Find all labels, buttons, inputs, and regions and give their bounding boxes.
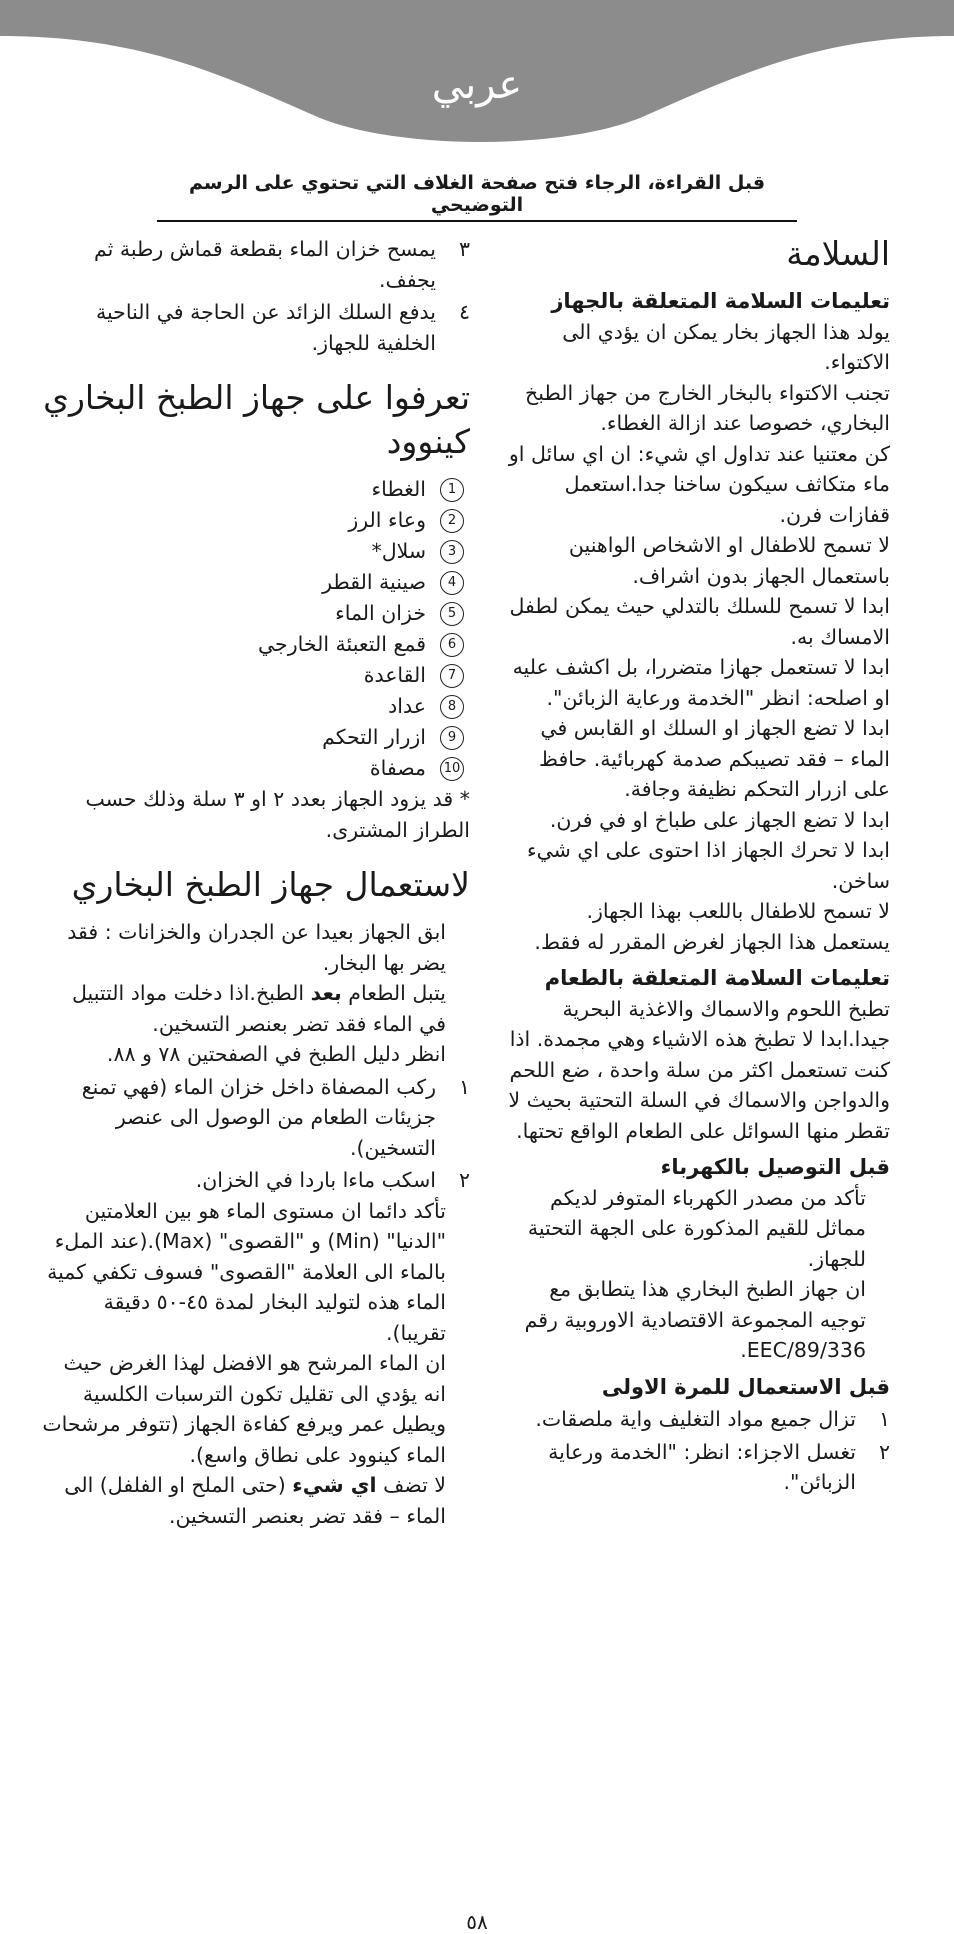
part-item [40,660,470,691]
part-number: 8 [440,695,464,719]
electrical-heading: قبل التوصيل بالكهرباء [660,1155,890,1179]
part-item [40,567,470,598]
list-item [500,1404,890,1435]
safety-paragraph: ابدا لا تستعمل جهازا متضررا، بل اكشف عليه او اصلحه: انظر "الخدمة ورعاية الزبائن". [512,655,890,710]
part-item [40,753,470,784]
emphasis-text: اي شيء [292,1473,377,1497]
part-label: وعاء الرز [348,508,426,532]
safety-paragraph: لا تسمح للاطفال او الاشخاص الواهنين باستعمال الجهاز بدون اشراف. [568,533,890,588]
part-number: 4 [440,571,464,595]
part-number: 1 [440,478,464,502]
safety-paragraph: ابدا لا تحرك الجهاز اذا احتوى على اي شيء ساخن. [526,838,890,893]
part-number: 9 [440,726,464,750]
usage-paragraph [40,1470,470,1531]
safety-title: السلامة [786,234,890,273]
text-run: (حتى الملح او الفلفل) الى الماء – فقد تضر بعنصر التسخين. [64,1473,446,1528]
list-number: ١ [458,1074,470,1099]
list-text: يمسح خزان الماء بقطعة قماش رطبة ثم يجفف. [93,237,436,292]
food-safety-heading: تعليمات السلامة المتعلقة بالطعام [544,966,890,990]
list-item [40,234,470,295]
part-number: 2 [440,509,464,533]
part-label: عداد [388,694,426,718]
device-safety-heading: تعليمات السلامة المتعلقة بالجهاز [551,289,890,313]
usage-paragraph: انظر دليل الطبخ في الصفحتين ٧٨ و ٨٨. [106,1042,446,1066]
safety-paragraph: لا تسمح للاطفال باللعب بهذا الجهاز. [586,899,890,923]
part-label: صينية القطر [322,570,426,594]
safety-paragraph: ابدا لا تضع الجهاز على طباخ او في فرن. [549,807,890,832]
list-item [40,1072,470,1164]
safety-paragraph: ابدا لا تضع الجهاز او السلك او القابس في الماء – فقد تصيبكم صدمة كهربائية. حافظ على ازرار التحكم نظيفة وجافة. [539,716,890,801]
header-band [0,0,954,160]
safety-paragraph: يولد هذا الجهاز بخار يمكن ان يؤدي الى الاكتواء. [562,319,890,374]
food-safety-paragraph: تطبخ اللحوم والاسماك والاغذية البحرية جيدا.ابدا لا تطبخ هذه الاشياء وهي مجمدة. اذا كنت تستعمل اكثر من سلة واحدة ، ضع اللحم والدواجن والاسماك في السلة التحتية بحيث لا تقطر منها السوائل على الطعام الواقع تحتها. [508,996,890,1143]
first-use-heading: قبل الاستعمال للمرة الاولى [601,1374,890,1399]
electrical-paragraph: ان جهاز الطبخ البخاري هذا يتطابق مع توجيه المجموعة الاقتصادية الاوروبية رقم 89/336/EEC. [524,1277,866,1362]
list-text: ركب المصفاة داخل خزان الماء (فهي تمنع جزيئات الطعام من الوصول الى عنصر التسخين). [81,1074,436,1160]
list-number: ٢ [458,1168,470,1192]
part-number: 7 [440,664,464,688]
part-label: القاعدة [363,663,426,687]
emphasis-text: بعد [310,981,342,1005]
part-item [40,691,470,722]
list-number: ٤ [458,300,470,324]
list-item [40,1165,470,1196]
list-number: ٢ [878,1439,890,1464]
part-label: الغطاء [371,477,426,501]
text-run: يتبل الطعام [341,981,446,1005]
left-column [40,232,470,1531]
usage-title: لاستعمال جهاز الطبخ البخاري [71,865,470,904]
part-item [40,505,470,536]
part-number: 3 [440,540,464,564]
language-label: عربي [431,62,523,108]
list-text: تغسل الاجزاء: انظر: "الخدمة ورعاية الزبائن". [548,1439,856,1494]
part-item [40,629,470,660]
list-number: ١ [878,1407,890,1431]
safety-paragraph: كن معتنيا عند تداول اي شيء: ان اي سائل او ماء متكاثف سيكون ساخنا جدا.استعمل قفازات فرن. [508,441,890,527]
part-item [40,536,470,567]
electrical-paragraph: تأكد من مصدر الكهرباء المتوفر لديكم مماثل للقيم المذكورة على الجهة التحتية للجهاز. [527,1185,866,1271]
parts-footnote: * قد يزود الجهاز بعدد ٢ او ٣ سلة وذلك حسب الطراز المشترى. [85,787,470,842]
usage-paragraph: تأكد دائما ان مستوى الماء هو بين العلامتين "الدنيا" (Min) و "القصوى" (Max).(عند الملء بالماء الى العلامة "القصوى" فسوف تكفي كمية الماء هذه لتوليد البخار لمدة ٤٥-٥٠ دقيقة تقريبا). [47,1198,446,1345]
list-text: تزال جميع مواد التغليف واية ملصقات. [535,1407,856,1431]
part-label: سلال* [371,539,426,563]
part-label: مصفاة [369,756,426,780]
usage-paragraph [40,978,470,1039]
part-label: قمع التعبئة الخارجي [257,632,426,656]
text-run: الطبخ.اذا دخلت مواد التتبيل في الماء فقد تضر بعنصر التسخين. [72,981,446,1036]
part-item [40,598,470,629]
text-run: لا تضف [376,1473,446,1497]
usage-paragraph: ابق الجهاز بعيدا عن الجدران والخزانات : فقد يضر بها البخار. [67,920,446,975]
safety-paragraph: يستعمل هذا الجهاز لغرض المقرر له فقط. [534,929,890,954]
list-text: يدفع السلك الزائد عن الحاجة في الناحية الخلفية للجهاز. [95,300,436,355]
list-text: اسكب ماءا باردا في الخزان. [195,1168,436,1192]
part-number: 5 [440,602,464,626]
right-column [500,232,890,1498]
safety-paragraph: تجنب الاكتواء بالبخار الخارج من جهاز الطبخ البخاري، خصوصا عند ازالة الغطاء. [525,380,890,435]
page-number: ٥٨ [466,1910,488,1934]
list-number: ٣ [458,237,470,261]
part-item [40,722,470,753]
part-label: ازرار التحكم [322,725,426,749]
parts-title: تعرفوا على جهاز الطبخ البخاري كينوود [43,378,470,461]
list-item [500,1437,890,1498]
part-number: 10 [440,757,464,781]
usage-paragraph: ان الماء المرشح هو الافضل لهذا الغرض حيث انه يؤدي الى تقليل تكون الترسبات الكلسية ويطيل عمر ويرفع كفاءة الجهاز (تتوفر مرشحات الماء كينوود على نطاق واسع). [42,1351,446,1467]
part-item [40,474,470,505]
part-label: خزان الماء [335,601,426,625]
list-item [40,297,470,358]
safety-paragraph: ابدا لا تسمح للسلك بالتدلي حيث يمكن لطفل الامساك به. [509,594,890,649]
notice-text: قبل القراءة، الرجاء فتح صفحة الغلاف التي تحتوي على الرسم التوضيحي [157,172,797,222]
part-number: 6 [440,633,464,657]
